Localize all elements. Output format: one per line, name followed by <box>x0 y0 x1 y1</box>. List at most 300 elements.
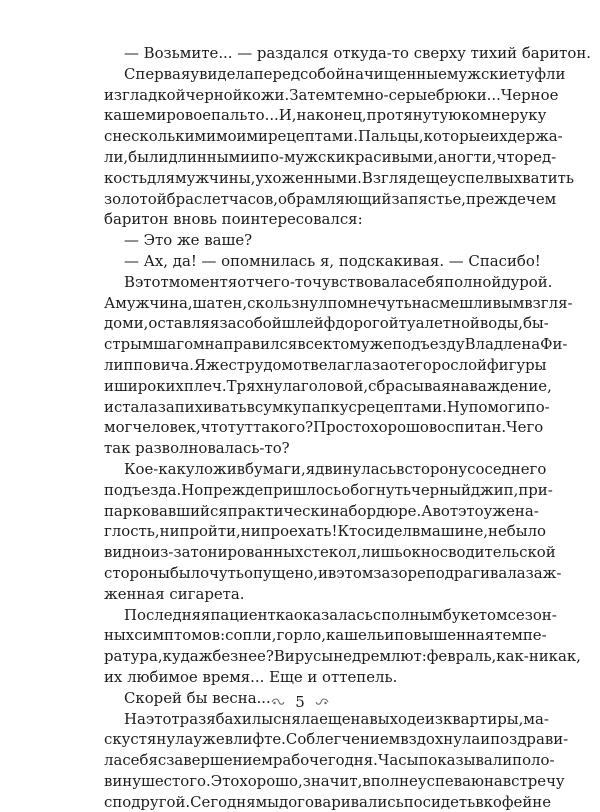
word: этот <box>134 272 169 291</box>
word: ску <box>104 730 131 749</box>
word: себя <box>408 272 445 291</box>
word: ухоженными. <box>255 168 362 187</box>
word: рабочего <box>272 751 345 770</box>
text-line <box>104 584 500 605</box>
word: в <box>327 563 337 582</box>
word: наваждение, <box>450 376 552 395</box>
word: сняла <box>273 709 320 728</box>
word: в <box>475 792 484 811</box>
text-line <box>104 251 541 272</box>
ornament-left-icon <box>271 697 285 707</box>
word: вот <box>432 501 459 520</box>
word: помог <box>468 397 516 416</box>
text-line <box>104 376 552 397</box>
word: С <box>285 730 298 749</box>
word: что <box>200 418 228 437</box>
text-line <box>104 771 565 792</box>
word: букетом <box>442 605 508 624</box>
word: и <box>480 730 491 749</box>
word: Это <box>210 771 240 790</box>
word: Взгляд <box>361 168 417 187</box>
word: чуть <box>376 293 412 312</box>
word: чуть <box>209 563 245 582</box>
word: успеваю <box>417 771 484 790</box>
word: воспитан. <box>428 418 507 437</box>
word: значит, <box>302 771 363 790</box>
word: отвела <box>293 355 346 374</box>
word: глаза <box>345 355 389 374</box>
word: браслет <box>166 189 229 208</box>
word: подрагивала <box>425 563 526 582</box>
word: держа- <box>507 127 563 146</box>
word: я <box>227 272 238 291</box>
word: сигарета. <box>169 584 245 603</box>
word: подъезда. <box>104 480 182 499</box>
word: взгля- <box>524 293 573 312</box>
word: мужчины, <box>175 168 256 187</box>
word: стянула <box>130 730 194 749</box>
word: дурой. <box>501 272 553 291</box>
word: полной <box>444 272 502 291</box>
word: перед <box>253 64 300 83</box>
word: черной <box>185 85 243 104</box>
word: дорогой <box>335 314 399 333</box>
word: ко <box>461 106 480 125</box>
word: ли, <box>104 147 129 166</box>
word: в <box>411 522 421 541</box>
word: договаривались <box>279 792 404 811</box>
word: с <box>228 355 237 374</box>
word: кость <box>104 168 147 187</box>
word: бы <box>186 688 213 707</box>
word: к <box>322 335 333 354</box>
word: на- <box>514 501 539 520</box>
text-line <box>104 750 555 771</box>
word: для <box>146 168 175 187</box>
word: несколькими <box>112 127 216 146</box>
word: ратура, <box>104 647 163 666</box>
word: на <box>483 771 503 790</box>
word: Ах, <box>143 251 173 270</box>
text-line <box>104 397 550 418</box>
word: на <box>350 709 370 728</box>
word: поинтересовался: <box>221 210 363 229</box>
word: Кто <box>337 522 367 541</box>
word: уже <box>483 501 515 520</box>
word: Затем <box>289 85 337 104</box>
word: этом <box>336 563 374 582</box>
word: чем <box>525 189 557 208</box>
word: еще <box>416 168 449 187</box>
word: плеч. <box>183 376 227 395</box>
word: квартиры, <box>442 709 524 728</box>
word: весна... <box>212 688 271 707</box>
word: Последняя <box>124 605 211 624</box>
word: ма- <box>523 709 549 728</box>
word: встречу <box>502 771 565 790</box>
word: Спасибо! <box>468 251 541 270</box>
word: шатен, <box>192 293 248 312</box>
word: Чего <box>506 418 544 437</box>
word: такого? <box>253 418 314 437</box>
word: откуда-то <box>333 44 414 62</box>
word: стрым <box>104 335 154 354</box>
word: кашель <box>325 626 385 645</box>
word: мы <box>255 792 280 811</box>
word: начищенные <box>345 64 447 83</box>
word: кофейне <box>483 792 552 811</box>
word: раз <box>179 709 207 728</box>
word: На <box>124 709 146 728</box>
word: я <box>305 459 316 478</box>
word: дня. <box>344 751 378 770</box>
word: Но <box>181 480 204 499</box>
word: так <box>104 439 136 458</box>
word: окно <box>402 543 440 562</box>
word: раздался <box>256 44 334 62</box>
word: ногти, <box>446 147 497 166</box>
word: выхватить <box>493 168 574 187</box>
word: шлейф <box>281 314 336 333</box>
word: мог <box>104 418 133 437</box>
word: тут <box>227 418 253 437</box>
word: в <box>246 397 255 416</box>
word: же <box>206 355 229 374</box>
word: я, <box>319 251 339 270</box>
word: мне <box>346 293 377 312</box>
word: длинными <box>168 147 251 166</box>
word: человек, <box>132 418 201 437</box>
word: было <box>169 563 210 582</box>
word: дом <box>104 314 134 333</box>
text-line <box>104 709 549 730</box>
text-line <box>104 189 557 210</box>
word: пациентка <box>210 605 294 624</box>
word: в <box>224 730 234 749</box>
word: с <box>104 127 113 146</box>
word: опомнилась <box>221 251 320 270</box>
word: вполне <box>362 771 418 790</box>
text-line <box>104 646 581 667</box>
word: по <box>327 293 347 312</box>
word: бахилы <box>215 709 274 728</box>
word: гладкой <box>122 85 186 104</box>
word: при- <box>518 480 553 499</box>
word: машине, <box>420 522 489 541</box>
text-line <box>104 147 557 168</box>
word: стекол, <box>303 543 362 562</box>
word: трудом <box>236 355 294 374</box>
word: вину <box>104 771 141 790</box>
word: брюки... <box>435 85 501 104</box>
word: я <box>180 64 191 83</box>
word: рослой <box>431 355 487 374</box>
word: туфли <box>517 64 566 83</box>
text-line <box>104 293 573 314</box>
word: Еще <box>269 667 308 686</box>
word: ред- <box>523 147 557 166</box>
text-line <box>104 230 500 251</box>
word: хорошо <box>370 418 429 437</box>
word: Сегодня <box>190 792 256 811</box>
word: насмешливым <box>411 293 525 312</box>
word: джип, <box>470 480 519 499</box>
word: все <box>297 335 323 354</box>
word: дремлют: <box>351 647 427 666</box>
word: по-мужски <box>260 147 346 166</box>
word: себя <box>122 751 158 770</box>
word: мужские <box>446 64 518 83</box>
text-line <box>104 43 591 64</box>
word: посидеть <box>403 792 476 811</box>
word: с <box>157 751 167 770</box>
word: уложив <box>185 459 246 478</box>
word: И, <box>278 106 297 125</box>
word: запястье, <box>391 189 467 208</box>
text-line <box>104 542 556 563</box>
text-line <box>104 563 562 584</box>
text-line <box>104 667 500 688</box>
word: февраль, <box>426 647 497 666</box>
word: увидела <box>190 64 254 83</box>
word: направился <box>204 335 298 354</box>
word: воды, <box>479 314 523 333</box>
text-line <box>104 792 552 812</box>
word: Возьмите... <box>143 44 238 62</box>
word: да! <box>172 251 202 270</box>
word: ваше? <box>204 231 253 250</box>
word: женная <box>104 584 170 603</box>
word: за <box>219 314 237 333</box>
text-line <box>104 417 544 438</box>
word: А <box>104 293 116 312</box>
word: практически <box>227 501 330 520</box>
text-line <box>104 355 547 376</box>
text-line <box>104 480 553 501</box>
word: — <box>237 44 257 62</box>
word: золотой <box>104 189 167 208</box>
word: и, <box>133 314 149 333</box>
word: хорошо, <box>239 771 303 790</box>
word: папку <box>301 397 349 416</box>
word: головой, <box>300 376 369 395</box>
word: темно-серые <box>336 85 436 104</box>
word: руку <box>509 106 547 125</box>
word: и <box>307 667 323 686</box>
word: зазоре <box>373 563 426 582</box>
text-line <box>104 85 559 106</box>
word: с <box>348 397 357 416</box>
word: черный <box>411 480 471 499</box>
text-line <box>104 334 568 355</box>
word: повышенная <box>394 626 495 645</box>
word: полным <box>381 605 443 624</box>
word: и <box>515 397 526 416</box>
word: было <box>506 522 547 541</box>
word: с <box>372 605 382 624</box>
word: бы- <box>522 314 549 333</box>
word: по- <box>525 397 550 416</box>
word: рецептами. <box>356 397 447 416</box>
word: фигуры <box>486 355 547 374</box>
word: их <box>104 667 128 686</box>
word: часов, <box>228 189 279 208</box>
word: парковавшийся <box>104 501 228 520</box>
word: шагом <box>153 335 205 354</box>
text-line <box>104 501 539 522</box>
word: еще <box>319 709 351 728</box>
word: собой <box>299 64 346 83</box>
word: из <box>104 85 123 104</box>
word: которые <box>423 127 490 146</box>
word: Часы <box>377 751 419 770</box>
text-line <box>104 126 563 147</box>
word: уже <box>193 730 225 749</box>
word: момент <box>168 272 228 291</box>
word: успел <box>448 168 494 187</box>
word: В <box>124 272 135 291</box>
word: — <box>124 231 144 250</box>
word: их <box>489 127 508 146</box>
word: ни <box>159 522 180 541</box>
word: опущено, <box>244 563 318 582</box>
word: лишь <box>361 543 403 562</box>
text-line <box>104 64 566 85</box>
word: сверху <box>413 44 471 62</box>
word: с <box>104 792 113 811</box>
word: куда <box>162 647 199 666</box>
word: в <box>396 459 405 478</box>
ornament-right-icon <box>315 697 329 707</box>
word: разволновалась-то? <box>135 439 290 458</box>
word: моими <box>216 127 268 146</box>
word: поздрави- <box>490 730 569 749</box>
word: ни <box>240 522 261 541</box>
word: и <box>317 563 328 582</box>
word: Владлена <box>464 335 541 354</box>
word: темпе- <box>494 626 547 645</box>
word: наконец, <box>296 106 367 125</box>
word: Скорей <box>124 688 187 707</box>
word: — <box>124 44 144 62</box>
text-line <box>104 459 547 480</box>
word: мне <box>479 106 510 125</box>
word: Просто <box>313 418 371 437</box>
word: сидел <box>366 522 412 541</box>
word: кожи. <box>242 85 290 104</box>
word: и <box>104 397 114 416</box>
word: Черное <box>500 85 559 104</box>
word: его <box>406 355 432 374</box>
word: время... <box>202 667 270 686</box>
word: бордюре. <box>348 501 422 520</box>
text-line <box>104 438 500 459</box>
word: не <box>333 647 352 666</box>
word: Я <box>193 355 206 374</box>
word: Сперва <box>124 64 181 83</box>
word: проехать! <box>260 522 338 541</box>
word: водительской <box>448 543 556 562</box>
word: стороны <box>104 563 170 582</box>
word: шестого. <box>141 771 211 790</box>
text-line <box>104 209 500 230</box>
word: баритон. <box>521 44 591 62</box>
word: собой <box>236 314 282 333</box>
word: Тряхнула <box>226 376 301 395</box>
text-line <box>104 313 549 334</box>
word: прежде <box>203 480 264 499</box>
word: Ну <box>446 397 469 416</box>
word: сбрасывая <box>368 376 451 395</box>
word: пришлось <box>263 480 342 499</box>
word: не <box>488 522 507 541</box>
word: из-за <box>150 543 191 562</box>
word: на <box>329 501 349 520</box>
word: пройти, <box>179 522 241 541</box>
text-line <box>104 605 557 626</box>
word: же <box>176 231 205 250</box>
word: этот <box>145 709 180 728</box>
word: ж <box>198 647 213 666</box>
word: оттепель. <box>322 667 398 686</box>
word: рецептами. <box>267 127 358 146</box>
word: были <box>128 147 169 166</box>
word: тихий <box>470 44 522 62</box>
word: это <box>458 501 484 520</box>
word: от <box>389 355 407 374</box>
text-line <box>104 625 547 646</box>
word: красивыми, <box>345 147 439 166</box>
word: поло- <box>512 751 555 770</box>
word: нее? <box>238 647 274 666</box>
word: вновь <box>173 210 222 229</box>
word: сумку <box>254 397 302 416</box>
word: глость, <box>104 522 160 541</box>
word: скользнул <box>247 293 328 312</box>
text-line <box>104 521 547 542</box>
text-line <box>104 729 569 750</box>
word: подскакивая. <box>338 251 449 270</box>
word: стала <box>113 397 158 416</box>
word: выходе <box>369 709 425 728</box>
word: бумаги, <box>245 459 306 478</box>
word: сопли, <box>225 626 277 645</box>
word: оказалась <box>293 605 373 624</box>
word: вздохнула <box>400 730 481 749</box>
word: протянутую <box>366 106 462 125</box>
word: я <box>206 709 216 728</box>
word: Вирусы <box>273 647 334 666</box>
word: и <box>384 626 395 645</box>
word: туалетной <box>398 314 480 333</box>
word: прежде <box>466 189 526 208</box>
word: Это <box>143 231 177 250</box>
word: запихивать <box>157 397 247 416</box>
word: соседнего <box>467 459 547 478</box>
word: сторону <box>404 459 468 478</box>
word: подъезду <box>392 335 465 354</box>
word: облегчением <box>297 730 401 749</box>
text-line <box>104 105 547 126</box>
page-number: 5 <box>295 693 305 711</box>
word: обогнуть <box>341 480 411 499</box>
text-line <box>104 272 553 293</box>
word: а <box>438 147 447 166</box>
word: оставляя <box>148 314 220 333</box>
word: пальто... <box>211 106 279 125</box>
word: Пальцы, <box>358 127 424 146</box>
word: из <box>424 709 443 728</box>
